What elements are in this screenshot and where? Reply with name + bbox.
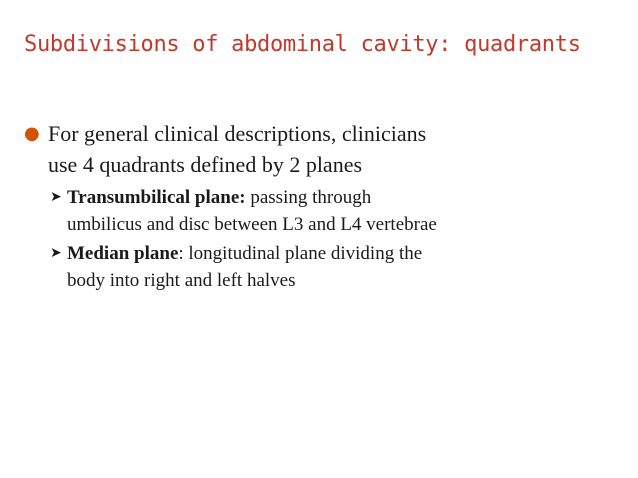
subpoint-line-2: body into right and left halves: [67, 270, 296, 291]
slide-body: [22, 118, 622, 294]
subpoint-text: passing through: [245, 187, 372, 208]
bullet-dot-icon: ●: [24, 123, 40, 144]
subpoint-median: [22, 240, 622, 294]
subpoint-term: Median plane: [67, 243, 179, 264]
subpoint-line-1: [67, 184, 622, 211]
subpoint-line-2: umbilicus and disc between L3 and L4 vertebrae: [67, 214, 437, 235]
bullet-line-2: use 4 quadrants defined by 2 planes: [48, 152, 363, 177]
subpoint-transumbilical: [22, 184, 622, 238]
subpoint-text: : longitudinal plane dividing the: [178, 243, 423, 264]
arrow-bullet-icon: ➤: [50, 189, 62, 205]
bullet-line-1: For general clinical descriptions, clinicians: [48, 121, 427, 146]
subpoint-line-1: [67, 240, 622, 267]
bullet-item: [22, 118, 622, 180]
slide-title: Subdivisions of abdominal cavity: quadrants: [24, 32, 581, 57]
arrow-bullet-icon: ➤: [50, 245, 62, 261]
subpoint-term: Transumbilical plane:: [67, 187, 246, 208]
